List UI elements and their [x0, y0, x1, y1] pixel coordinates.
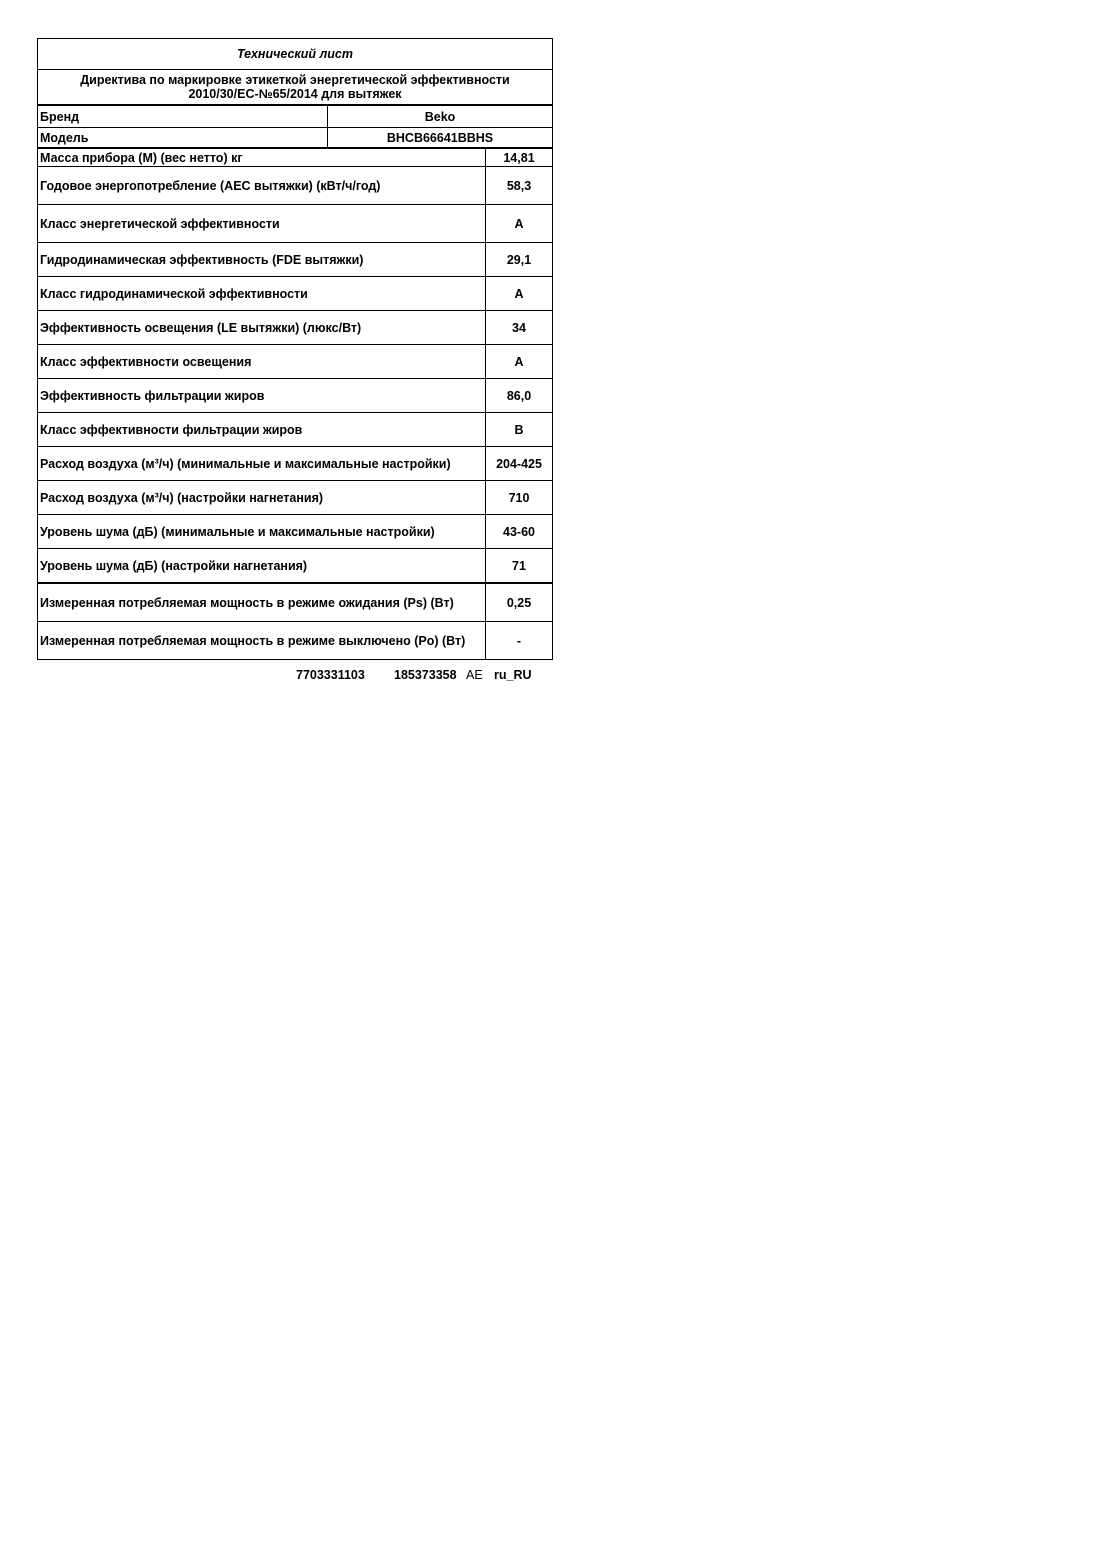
row-value: 34 — [486, 311, 553, 345]
document-footer — [0, 668, 1100, 684]
row-value: B — [486, 413, 553, 447]
model-label: Модель — [38, 128, 328, 149]
row-label: Годовое энергопотребление (AEC вытяжки) (кВт/ч/год) — [38, 167, 486, 205]
table-row — [38, 413, 553, 447]
table-row — [38, 481, 553, 515]
row-label: Уровень шума (дБ) (минимальные и максимальные настройки) — [38, 515, 486, 549]
model-value: BHCB66641BBHS — [328, 128, 553, 149]
row-value: A — [486, 345, 553, 379]
row-value: A — [486, 277, 553, 311]
row-label: Расход воздуха (м³/ч) (настройки нагнетания) — [38, 481, 486, 515]
row-label: Класс гидродинамической эффективности — [38, 277, 486, 311]
footer-code: 185373358 — [394, 668, 457, 682]
row-label: Гидродинамическая эффективность (FDE вытяжки) — [38, 243, 486, 277]
table-row — [38, 311, 553, 345]
technical-sheet-table — [37, 38, 553, 660]
table-row — [38, 447, 553, 481]
directive-line-1: Директива по маркировке этикеткой энергетической эффективности — [80, 73, 510, 87]
brand-value: Beko — [328, 105, 553, 128]
table-row — [38, 515, 553, 549]
row-label: Класс эффективности освещения — [38, 345, 486, 379]
table-row — [38, 148, 553, 167]
row-value: A — [486, 205, 553, 243]
row-label: Эффективность фильтрации жиров — [38, 379, 486, 413]
row-value: 0,25 — [486, 583, 553, 622]
row-value: 29,1 — [486, 243, 553, 277]
row-label: Уровень шума (дБ) (настройки нагнетания) — [38, 549, 486, 584]
row-value: 14,81 — [486, 148, 553, 167]
table-row — [38, 583, 553, 622]
footer-doc-number: 7703331103 — [296, 668, 365, 682]
brand-label: Бренд — [38, 105, 328, 128]
row-label: Расход воздуха (м³/ч) (минимальные и максимальные настройки) — [38, 447, 486, 481]
table-row — [38, 549, 553, 584]
table-row — [38, 205, 553, 243]
footer-locale: ru_RU — [494, 668, 532, 682]
row-value: 710 — [486, 481, 553, 515]
row-label: Класс эффективности фильтрации жиров — [38, 413, 486, 447]
row-value: 204-425 — [486, 447, 553, 481]
table-row — [38, 622, 553, 660]
directive-heading — [38, 70, 553, 106]
row-value: 71 — [486, 549, 553, 584]
table-row — [38, 243, 553, 277]
row-value: 43-60 — [486, 515, 553, 549]
row-label: Класс энергетической эффективности — [38, 205, 486, 243]
row-label: Масса прибора (M) (вес нетто) кг — [38, 148, 486, 167]
footer-suffix: AE — [466, 668, 483, 682]
row-value: 86,0 — [486, 379, 553, 413]
row-value: - — [486, 622, 553, 660]
row-label: Измеренная потребляемая мощность в режиме выключено (Po) (Вт) — [38, 622, 486, 660]
row-label: Измеренная потребляемая мощность в режиме ожидания (Ps) (Вт) — [38, 583, 486, 622]
directive-line-2: 2010/30/EC-№65/2014 для вытяжек — [188, 87, 402, 101]
row-value: 58,3 — [486, 167, 553, 205]
table-row — [38, 379, 553, 413]
table-row — [38, 277, 553, 311]
table-row — [38, 345, 553, 379]
row-label: Эффективность освещения (LE вытяжки) (люкс/Вт) — [38, 311, 486, 345]
table-row — [38, 167, 553, 205]
sheet-title: Технический лист — [38, 39, 553, 70]
